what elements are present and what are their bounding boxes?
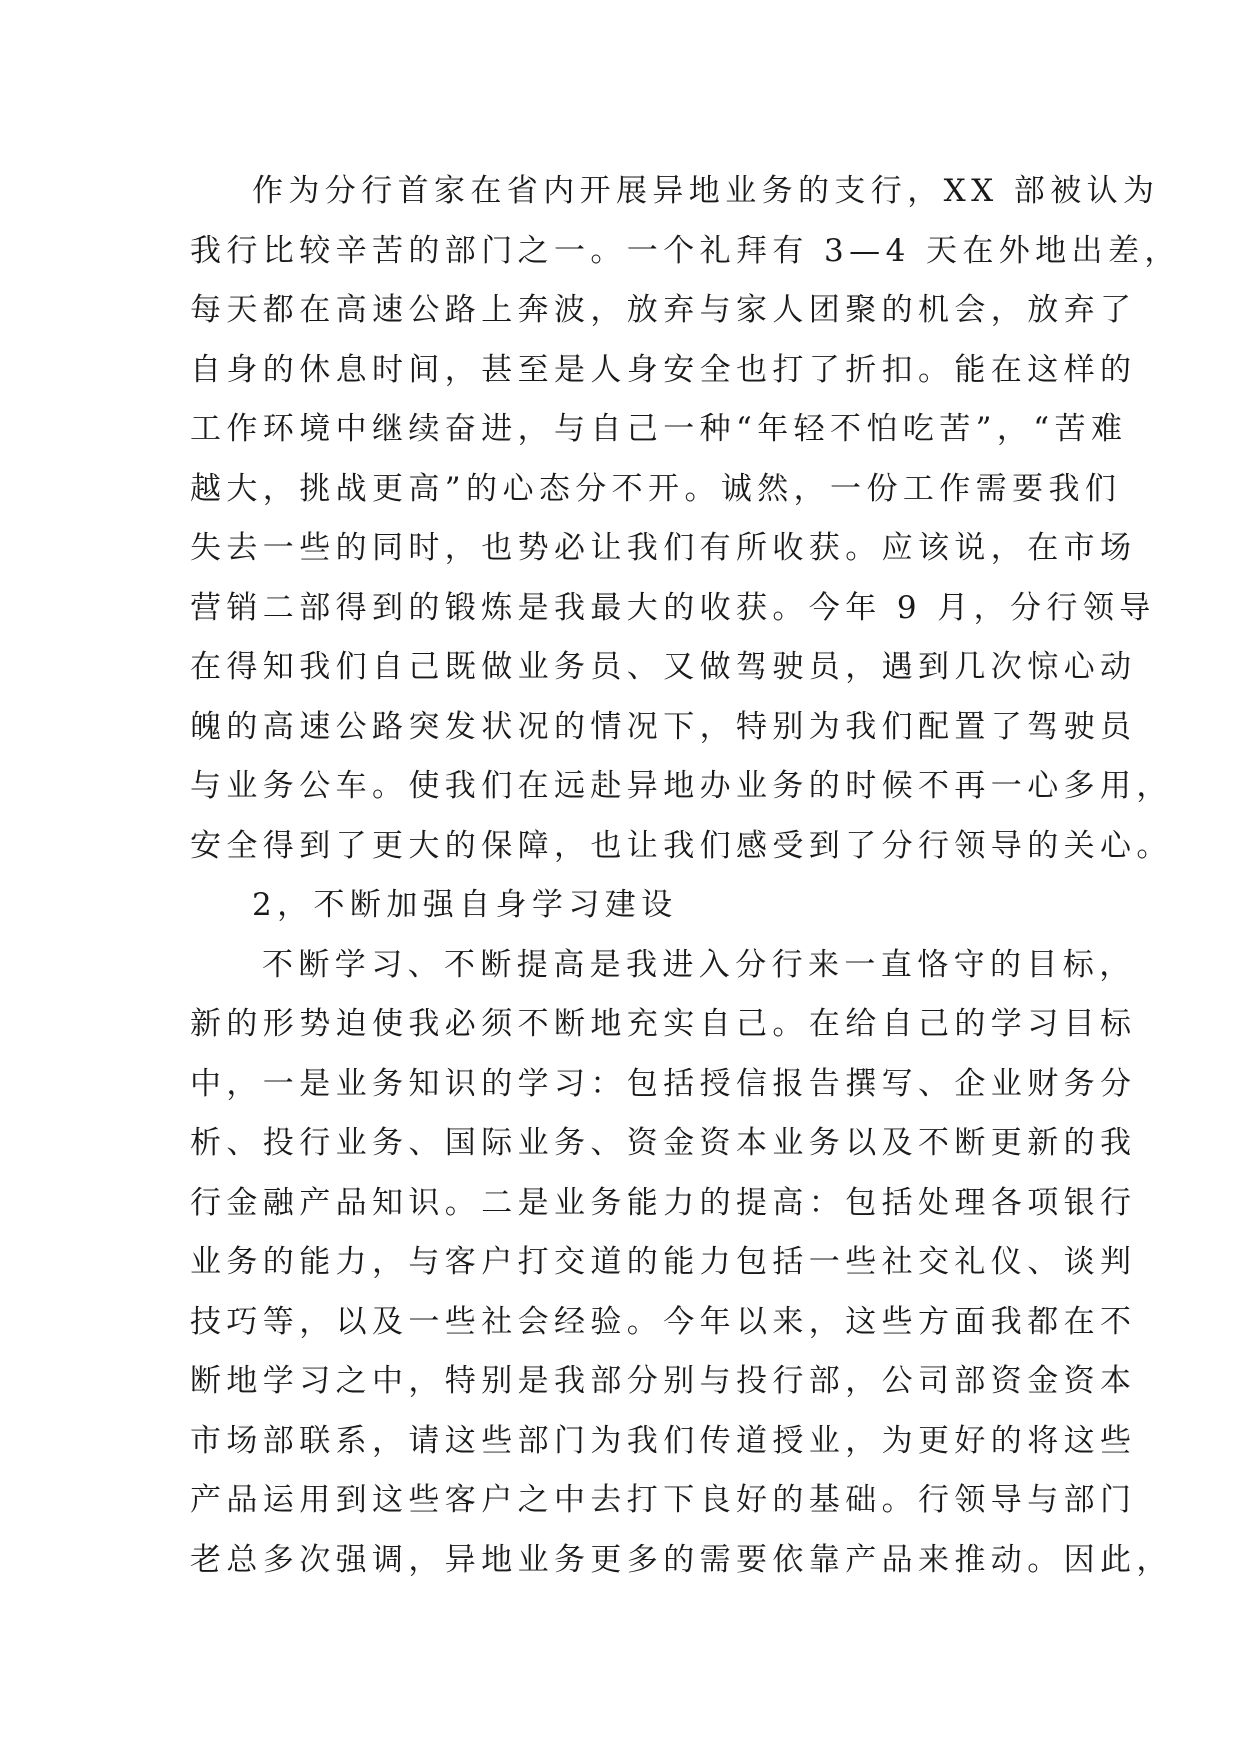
text-line: 自身的休息时间，甚至是人身安全也打了折扣。能在这样的 [190, 351, 1137, 388]
text-line: 市场部联系，请这些部门为我们传道授业，为更好的将这些 [190, 1422, 1137, 1459]
document-body [190, 162, 1181, 1590]
text-line: 行金融产品知识。二是业务能力的提高：包括处理各项银行 [190, 1184, 1137, 1221]
text-line: 工作环境中继续奋进，与自己一种“年轻不怕吃苦”，“苦难 [190, 411, 1128, 447]
text-line: 安全得到了更大的保障，也让我们感受到了分行领导的关心。 [190, 827, 1173, 864]
text-line: 失去一些的同时，也势必让我们有所收获。应该说，在市场 [190, 530, 1137, 566]
text-line: 作为分行首家在省内开展异地业务的支行，XX 部被认为 [252, 173, 1160, 209]
text-line: 我行比较辛苦的部门之一。一个礼拜有 3—4 天在外地出差， [190, 232, 1181, 269]
section-heading: 2，不断加强自身学习建设 [252, 887, 678, 923]
text-line: 业务的能力，与客户打交道的能力包括一些社交礼仪、谈判 [190, 1244, 1137, 1280]
text-line: 越大，挑战更高”的心态分不开。诚然，一份工作需要我们 [190, 470, 1122, 507]
text-line: 技巧等，以及一些社会经验。今年以来，这些方面我都在不 [190, 1303, 1137, 1340]
text-line: 在得知我们自己既做业务员、又做驾驶员，遇到几次惊心动 [190, 649, 1137, 685]
text-line: 不断学习、不断提高是我进入分行来一直恪守的目标， [262, 946, 1136, 983]
text-line: 中，一是业务知识的学习：包括授信报告撰写、企业财务分 [190, 1065, 1137, 1102]
text-line: 析、投行业务、国际业务、资金资本业务以及不断更新的我 [190, 1125, 1137, 1161]
text-line: 断地学习之中，特别是我部分别与投行部，公司部资金资本 [190, 1363, 1137, 1399]
text-line: 与业务公车。使我们在远赴异地办业务的时候不再一心多用， [190, 768, 1173, 804]
text-line: 产品运用到这些客户之中去打下良好的基础。行领导与部门 [190, 1482, 1137, 1518]
text-line: 新的形势迫使我必须不断地充实自己。在给自己的学习目标 [190, 1006, 1137, 1042]
text-line: 老总多次强调，异地业务更多的需要依靠产品来推动。因此， [190, 1541, 1173, 1578]
text-line: 魄的高速公路突发状况的情况下，特别为我们配置了驾驶员 [190, 708, 1137, 745]
text-line: 营销二部得到的锻炼是我最大的收获。今年 9 月，分行领导 [190, 589, 1156, 626]
text-line: 每天都在高速公路上奔波，放弃与家人团聚的机会，放弃了 [190, 292, 1137, 328]
